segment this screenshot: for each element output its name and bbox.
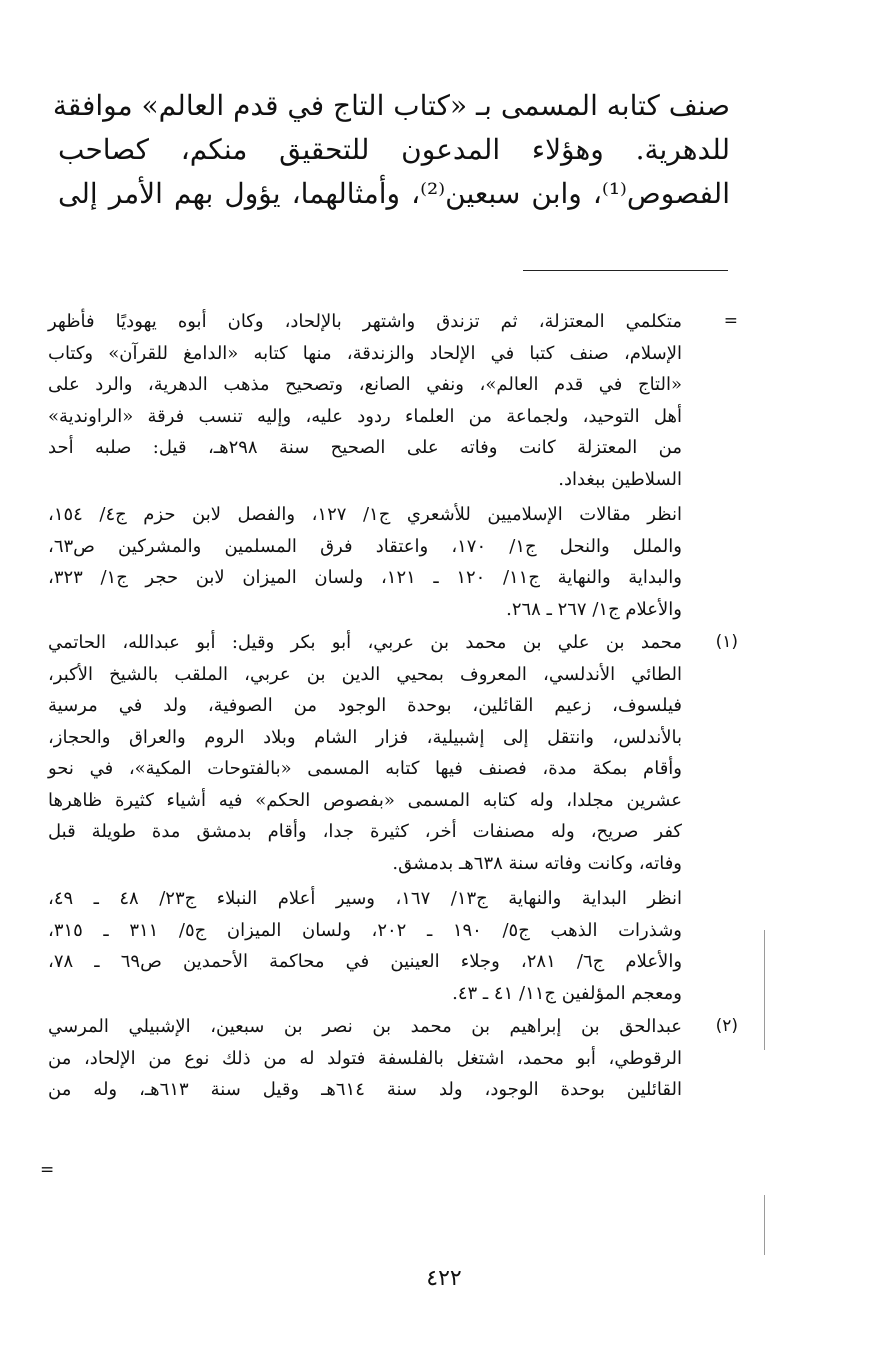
footnote-line: من المعتزلة كانت وفاته على الصحيح سنة ٢٩٨هـ، قيل: صلبه أحد — [48, 437, 683, 458]
footnote-1 — [48, 627, 738, 1009]
footnote-separator — [523, 270, 728, 271]
footnote-line: والملل والنحل ج١/ ١٧٠، واعتقاد فرق المسلمين والمشركين ص٦٣، — [48, 535, 682, 557]
main-text-line: للدهرية. وهؤلاء المدعون للتحقيق منكم، كصاحب — [58, 133, 730, 166]
footnote-line: الرقوطي، أبو محمد، اشتغل بالفلسفة فتولد له من ذلك نوع من الإلحاد، من — [48, 1047, 682, 1069]
footnote-line: وفاته، وكانت وفاته سنة ٦٣٨هـ بدمشق. — [392, 852, 682, 874]
footnote-line: السلاطين ببغداد. — [558, 468, 682, 490]
footnote-line: بالأندلس، وانتقل إلى إشبيلية، فزار الشام وبلاد الروم والعراق والحجاز، — [48, 726, 682, 748]
footnote-paragraph — [48, 1011, 682, 1106]
footnote-line: انظر البداية والنهاية ج١٣/ ١٦٧، وسير أعلام النبلاء ج٢٣/ ٤٨ ـ ٤٩، — [48, 888, 682, 909]
main-text-line: صنف كتابه المسمى بـ «كتاب التاج في قدم العالم» موافقة — [52, 89, 730, 122]
footnote-line: القائلين بوحدة الوجود، ولد سنة ٦١٤هـ وقيل سنة ٦١٣هـ، وله من — [48, 1079, 682, 1100]
footnote-paragraph — [48, 627, 682, 879]
footnote-marker: (٢) — [715, 1016, 738, 1036]
footnote-2 — [48, 1011, 738, 1106]
footnote-line: محمد بن علي بن محمد بن عربي، أبو بكر وقيل: أبو عبدالله، الحاتمي — [48, 632, 682, 653]
footnote-references — [48, 883, 682, 1009]
footnote-line: فيلسوف، زعيم القائلين، بوحدة الوجود من الصوفية، ولد في مرسية — [48, 695, 682, 716]
main-text-block — [52, 84, 730, 216]
footnote-paragraph — [48, 306, 682, 495]
footnote-line: انظر مقالات الإسلاميين للأشعري ج١/ ١٢٧، والفصل لابن حزم ج٤/ ١٥٤، — [48, 504, 682, 525]
footnote-references — [48, 499, 682, 625]
footnote-continuation-marker: = — [40, 1160, 55, 1180]
page-number: ٤٢٢ — [426, 1266, 462, 1291]
scan-edge-mark — [764, 1195, 765, 1255]
footnote-line: الإسلام، صنف كتبا في الإلحاد والزندقة، منها كتابه «الدامغ للقرآن» وكتاب — [48, 342, 682, 364]
footnotes-section — [48, 306, 738, 1108]
footnote-line: والأعلام ج١/ ٢٦٧ ـ ٢٦٨. — [506, 598, 682, 620]
scan-edge-mark — [764, 930, 765, 1050]
footnote-line: عشرين مجلدا، وله كتابه المسمى «بفصوص الحكم» فيه أشياء كثيرة ظاهرها — [48, 789, 682, 811]
footnote-line: «التاج في قدم العالم»، ونفي الصانع، وتصحيح مذهب الدهرية، والرد على — [48, 374, 682, 395]
footnote-line: الطائي الأندلسي، المعروف بمحيي الدين بن عربي، الملقب بالشيخ الأكبر، — [48, 663, 682, 685]
footnote-line: والأعلام ج٦/ ٢٨١، وجلاء العينين في محاكمة الأحمدين ص٦٩ ـ ٧٨، — [48, 951, 683, 972]
footnote-line: ومعجم المؤلفين ج١١/ ٤١ ـ ٤٣. — [452, 982, 682, 1004]
footnote-line: كفر صريح، وله مصنفات أخر، كثيرة جدا، وأقام بدمشق مدة طويلة قبل — [48, 821, 682, 842]
footnote-marker: = — [723, 311, 738, 331]
footnote-marker: (١) — [715, 632, 738, 652]
main-text-line: الفصوص⁽¹⁾، وابن سبعين⁽²⁾، وأمثالهما، يؤول بهم الأمر إلى — [58, 177, 730, 210]
footnote-continuation — [48, 306, 738, 625]
footnote-line: عبدالحق بن إبراهيم بن محمد بن نصر بن سبعين، الإشبيلي المرسي — [48, 1016, 682, 1037]
footnote-line: وشذرات الذهب ج٥/ ١٩٠ ـ ٢٠٢، ولسان الميزان ج٥/ ٣١١ ـ ٣١٥، — [48, 919, 682, 941]
footnote-line: متكلمي المعتزلة، ثم تزندق واشتهر بالإلحاد، وكان أبوه يهوديًا فأظهر — [48, 311, 682, 332]
footnote-line: والبداية والنهاية ج١١/ ١٢٠ ـ ١٢١، ولسان الميزان لابن حجر ج١/ ٣٢٣، — [48, 567, 682, 588]
footnote-line: وأقام بمكة مدة، فصنف فيها كتابه المسمى «بالفتوحات المكية»، في نحو — [48, 758, 682, 779]
footnote-line: أهل التوحيد، ولجماعة من العلماء ردود عليه، وإليه تنسب فرقة «الراوندية» — [48, 405, 682, 427]
